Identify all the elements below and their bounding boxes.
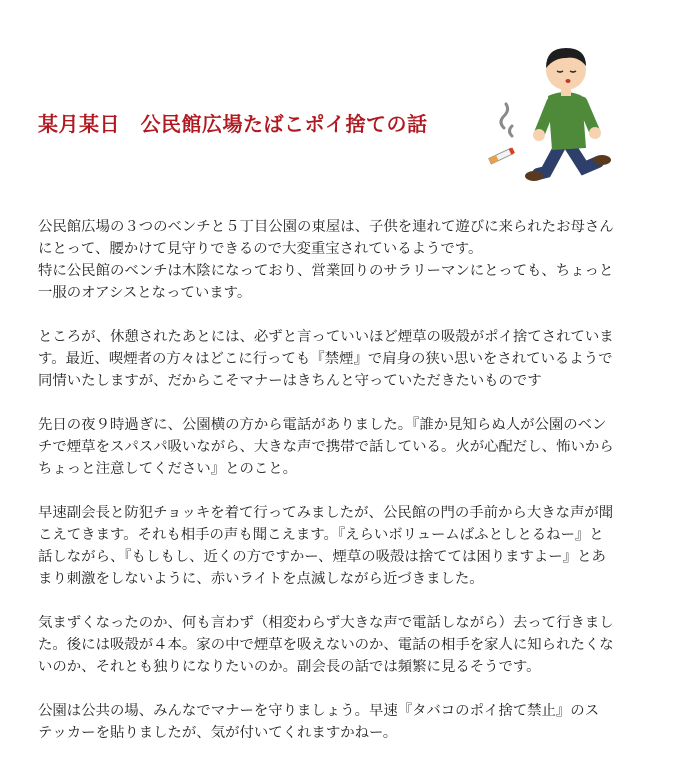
- text-line: こえてきます。それも相手の声も聞こえます。『えらいボリュームばふとしとるねー』と: [38, 527, 604, 543]
- walking-man-dropping-cigarette-icon: [482, 40, 632, 190]
- text-line: まり刺激をしないように、赤いライトを点滅しながら近づきました。: [38, 571, 484, 587]
- text-line: いのか、それとも独りになりたいのか。副会長の話では頻繁に見るそうです。: [38, 659, 541, 675]
- paragraph-1: [38, 216, 666, 304]
- text-line: た。後には吸殻が４本。家の中で煙草を吸えないのか、電話の相手を家人に知られたくな: [38, 637, 614, 653]
- text-line: 早速副会長と防犯チョッキを着て行ってみましたが、公民館の門の手前から大きな声が聞: [38, 505, 614, 521]
- article-body: [38, 216, 666, 766]
- text-line: 同情いたしますが、だからこそマナーはきちんと守っていただきたいものです: [38, 373, 542, 389]
- text-line: 一服のオアシスとなっています。: [38, 285, 252, 301]
- text-line: にとって、腰かけて見守りできるので大変重宝されているようです。: [38, 241, 483, 257]
- paragraph-5: [38, 612, 666, 678]
- text-line: ところが、休憩されたあとには、必ずと言っていいほど煙草の吸殻がポイ捨てされていま: [38, 329, 614, 345]
- text-line: チで煙草をスパスパ吸いながら、大きな声で携帯で話している。火が心配だし、怖いから: [38, 439, 614, 455]
- text-line: す。最近、喫煙者の方々はどこに行っても『禁煙』で肩身の狭い思いをされているようで: [38, 351, 613, 367]
- text-line: 先日の夜９時過ぎに、公園横の方から電話がありました。『誰か見知らぬ人が公園のベン: [38, 417, 607, 433]
- text-line: 公民館広場の３つのベンチと５丁目公園の東屋は、子供を連れて遊びに来られたお母さん: [38, 219, 614, 235]
- paragraph-6: [38, 700, 666, 744]
- text-line: 特に公民館のベンチは木陰になっており、営業回りのサラリーマンにとっても、ちょっと: [38, 263, 614, 279]
- paragraph-2: [38, 326, 666, 392]
- text-line: テッカーを貼りましたが、気が付いてくれますかねー。: [38, 725, 398, 741]
- paragraph-3: [38, 414, 666, 480]
- text-line: 気まずくなったのか、何も言わず（相変わらず大きな声で電話しながら）去って行きまし: [38, 615, 614, 631]
- text-line: ちょっと注意してください』とのこと。: [38, 461, 298, 477]
- text-line: 話しながら、『もしもし、近くの方ですかー、煙草の吸殻は捨てては困りますよー』とあ: [38, 549, 606, 565]
- paragraph-4: [38, 502, 666, 590]
- text-line: 公園は公共の場、みんなでマナーを守りましょう。早速『タバコのポイ捨て禁止』のス: [38, 703, 600, 719]
- article-title: 某月某日 公民館広場たばこポイ捨ての話: [38, 112, 428, 136]
